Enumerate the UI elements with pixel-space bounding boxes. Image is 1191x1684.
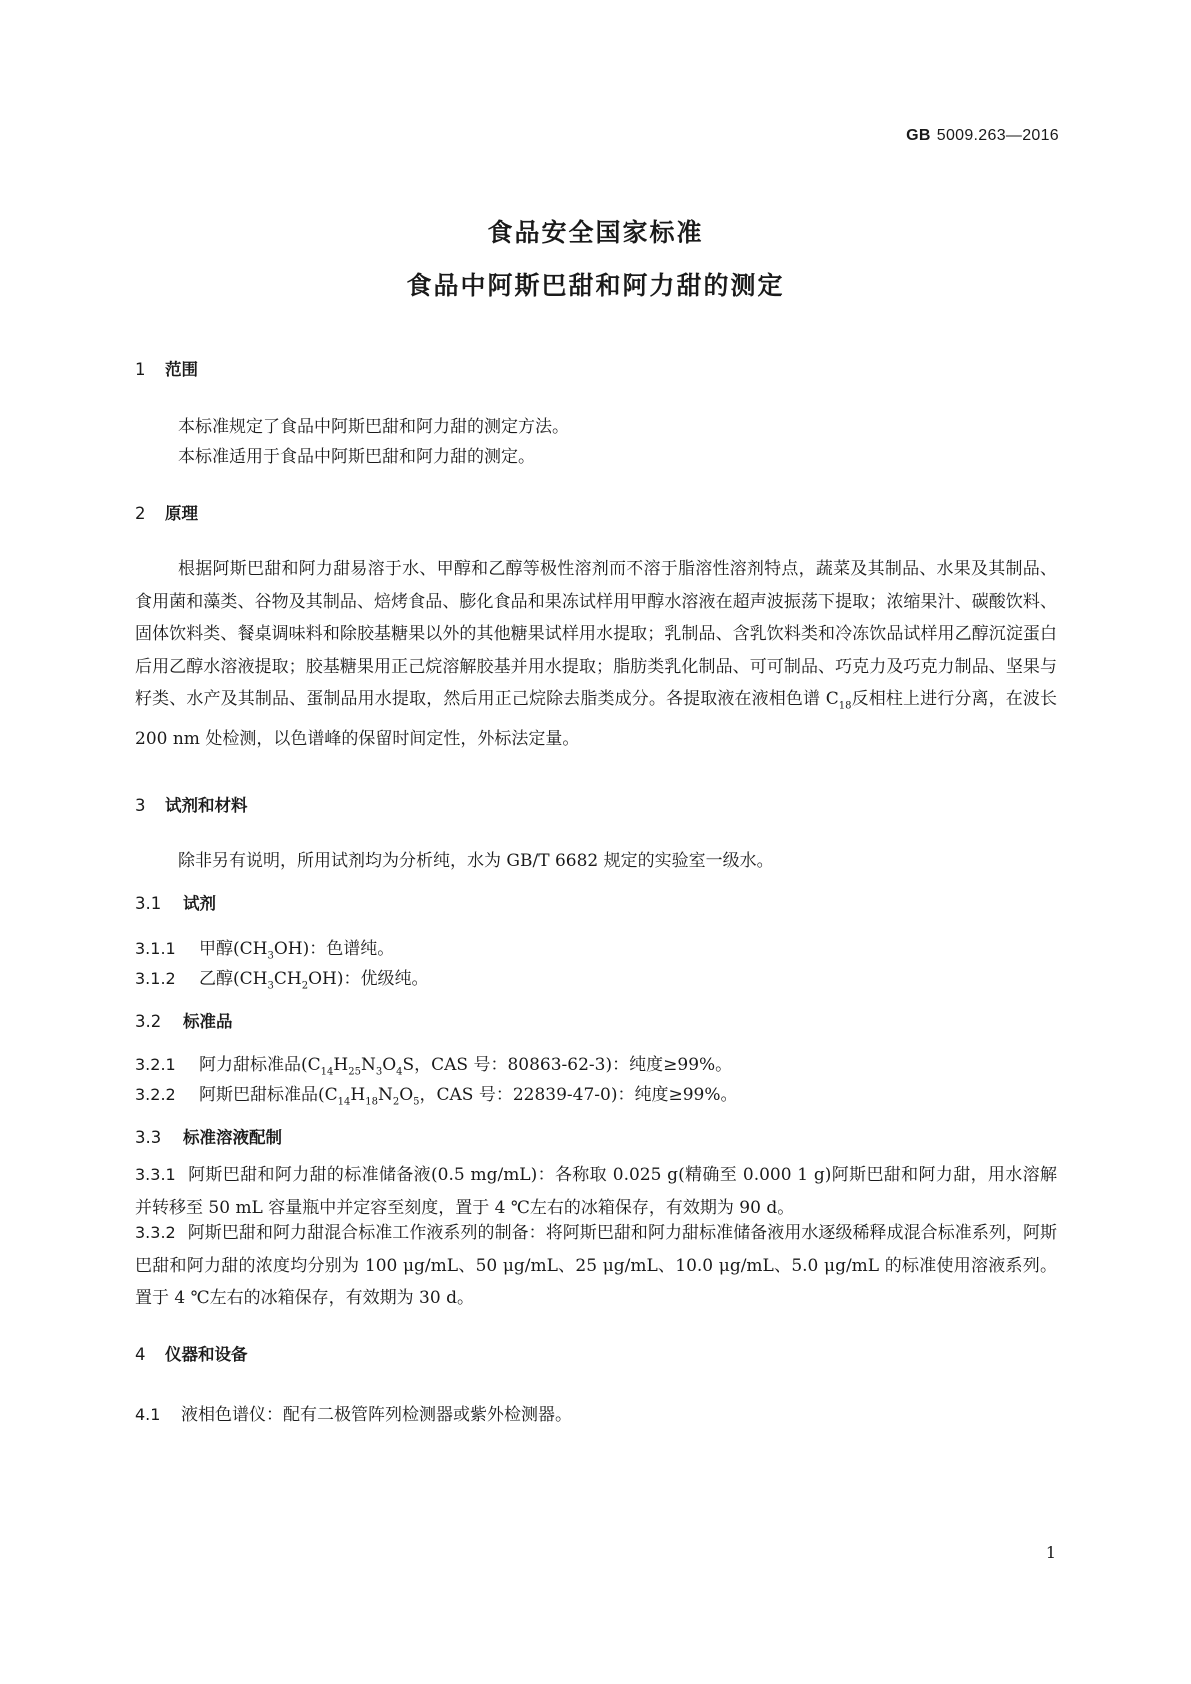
standard-code [906, 127, 1059, 145]
item-3-3-1: 3.3.1 阿斯巴甜和阿力甜的标准储备液(0.5 mg/mL)：各称取 0.025 g(精确至 0.000 1 g)阿斯巴甜和阿力甜，用水溶解并转移至 50 mL 容量瓶中并定容至刻度，置于 4 ℃左右的冰箱保存，有效期为 90 d。 [135, 1165, 1057, 1218]
standard-prefix: GB [906, 127, 931, 144]
subsection-3-3-heading: 3.3 标准溶液配制 [135, 1128, 282, 1147]
subsection-3-2-heading: 3.2 标准品 [135, 1012, 233, 1031]
item-3-3-2: 3.3.2 阿斯巴甜和阿力甜混合标准工作液系列的制备：将阿斯巴甜和阿力甜标准储备液用水逐级稀释成混合标准系列，阿斯巴甜和阿力甜的浓度均分别为 100 μg/mL、50 μg/mL、25 μg/mL、10.0 μg/mL、5.0 μg/mL 的标准使用溶液系列。置于 4 ℃左右的冰箱保存，有效期为 30 d。 [135, 1223, 1057, 1308]
section-number: 1 [135, 360, 146, 379]
item-3-1-1: 3.1.1 甲醇$(CH_3OH)$：色谱纯。 [135, 939, 395, 962]
section-2-heading [135, 500, 198, 524]
section-3-intro: 除非另有说明，所用试剂均为分析纯，水为 GB/T 6682 规定的实验室一级水。 [178, 851, 774, 871]
section-1-heading [135, 356, 198, 380]
section-title: 范围 [165, 360, 198, 379]
section-4-heading [135, 1341, 248, 1365]
section-number: 4 [135, 1345, 146, 1364]
section-number: 2 [135, 504, 146, 523]
section-title: 仪器和设备 [165, 1345, 248, 1364]
item-3-2-1: 3.2.1 阿力甜标准品($C_{14}H_{25}N_3O_4S$，CAS 号：80863-62-3)：纯度≥99%。 [135, 1055, 733, 1078]
section-title: 原理 [165, 504, 198, 523]
section-3-heading [135, 792, 248, 816]
section-title: 试剂和材料 [165, 796, 248, 815]
document-title-line2: 食品中阿斯巴甜和阿力甜的测定 [406, 271, 785, 300]
section-number: 3 [135, 796, 146, 815]
page-number: 1 [1045, 1543, 1056, 1562]
subsection-3-1-heading: 3.1 试剂 [135, 894, 216, 913]
document-title-line1: 食品安全国家标准 [487, 218, 704, 247]
subscript: 18 [838, 700, 852, 712]
section-1-paragraph-1: 本标准规定了食品中阿斯巴甜和阿力甜的测定方法。 [178, 417, 569, 437]
item-3-1-2: 3.1.2 乙醇$(CH_3CH_2OH)$：优级纯。 [135, 969, 429, 992]
item-3-2-2: 3.2.2 阿斯巴甜标准品($C_{14}H_{18}N_2O_5$，CAS 号：22839-47-0)：纯度≥99%。 [135, 1085, 738, 1108]
section-2-paragraph: 根据阿斯巴甜和阿力甜易溶于水、甲醇和乙醇等极性溶剂而不溶于脂溶性溶剂特点，蔬菜及其制品、水果及其制品、食用菌和藻类、谷物及其制品、焙烤食品、膨化食品和果冻试样用甲醇水溶液在超声波振荡下提取；浓缩果汁、碳酸饮料、固体饮料类、餐桌调味料和除胶基糖果以外的其他糖果试样用水提取；乳制品、含乳饮料类和冷冻饮品试样用乙醇沉淀蛋白后用乙醇水溶液提取；胶基糖果用正己烷溶解胶基并用水提取；脂肪类乳化制品、可可制品、巧克力及巧克力制品、坚果与籽类、水产及其制品、蛋制品用水提取，然后用正己烷除去脂类成分。各提取液在液相色谱 $C_{18}$反相柱上进行分离，在波长 200 nm 处检测，以色谱峰的保留时间定性，外标法定量。 [135, 559, 1058, 749]
section-1-paragraph-2: 本标准适用于食品中阿斯巴甜和阿力甜的测定。 [178, 447, 535, 467]
item-4-1: 4.1 液相色谱仪：配有二极管阵列检测器或紫外检测器。 [135, 1405, 572, 1425]
standard-number: 5009.263—2016 [936, 127, 1059, 144]
